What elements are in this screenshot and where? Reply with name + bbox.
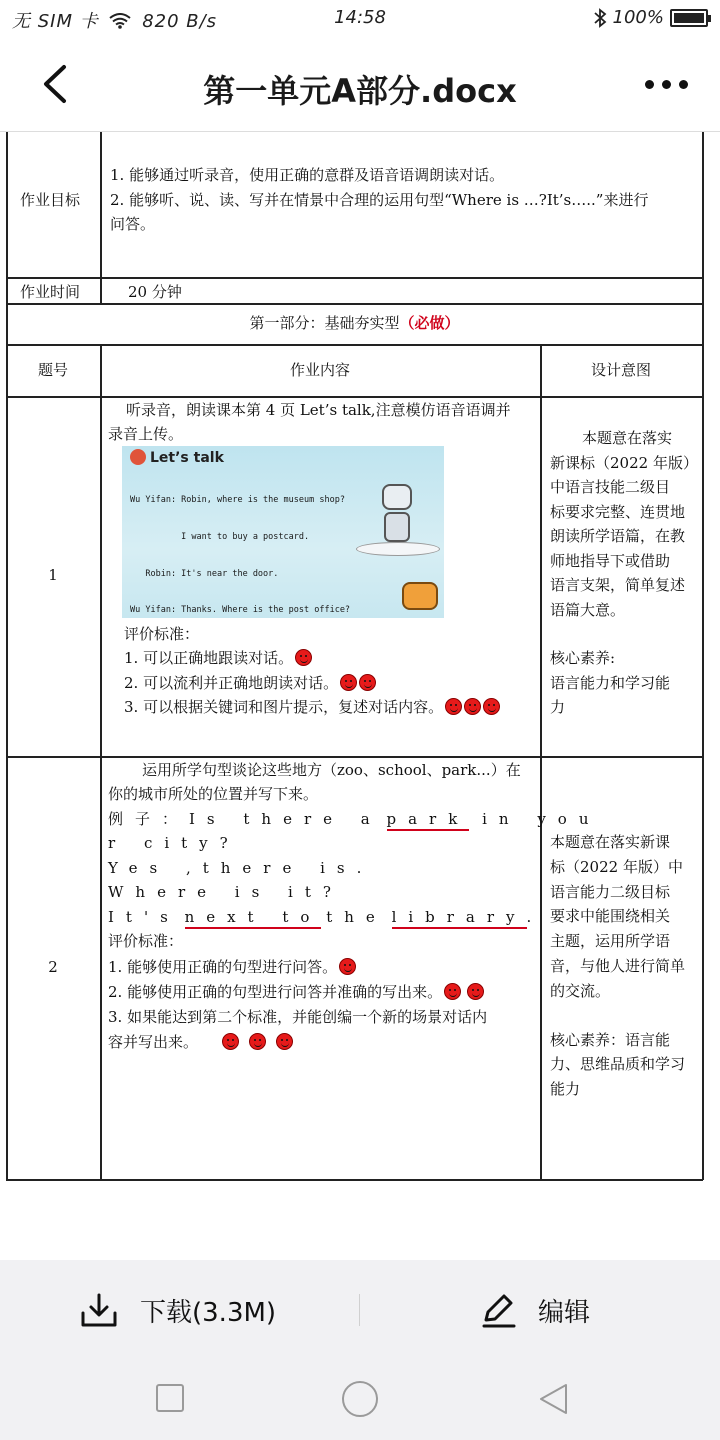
- row1-intent: [550, 426, 698, 720]
- status-time: 14:58: [334, 7, 386, 28]
- intent-line: 标要求完整、连贯地: [550, 502, 686, 521]
- goal-line-1: 1. 能够通过听录音，使用正确的意群及语音语调朗读对话。: [110, 166, 505, 184]
- red-smiley-icon: [249, 1033, 266, 1050]
- goal-line-3: 问答。: [110, 215, 156, 233]
- robot-illustration: [374, 476, 422, 558]
- intent-line: 语言支架，简单复述: [550, 576, 686, 594]
- row1-intro-2: 录音上传。: [108, 425, 184, 443]
- talk-line: Wu Yifan: Thanks. Where is the post office?: [130, 605, 351, 616]
- intent-line: 标（2022 年版）中: [550, 857, 683, 876]
- example-text: in you: [482, 810, 601, 828]
- intent-line: 本题意在落实新课: [550, 833, 671, 851]
- core-line: 能力: [550, 1080, 581, 1099]
- intent-line: 要求中能围绕相关: [550, 907, 671, 926]
- example-text: .: [526, 908, 532, 926]
- talk-badge-icon: [130, 449, 146, 465]
- criterion-text: 容并写出来。: [108, 1033, 199, 1051]
- col-header-content: 作业内容: [289, 361, 350, 379]
- criterion-text: 3. 可以根据关键词和图片提示，复述对话内容。: [124, 698, 444, 716]
- example-keyword: park: [387, 810, 470, 831]
- bluetooth-icon: [593, 8, 607, 28]
- talk-line: Wu Yifan: Robin, where is the museum shop?: [130, 495, 345, 506]
- row2-criterion-2: [108, 980, 484, 1004]
- pencil-icon: [480, 1292, 516, 1328]
- app-header: [0, 36, 720, 132]
- goal-bottom: [6, 277, 703, 279]
- back-triangle-icon[interactable]: [536, 1382, 570, 1416]
- example-keyword: next to: [185, 908, 322, 929]
- bar-divider: [359, 1294, 360, 1326]
- intent-line: 师地指导下或借助: [550, 551, 671, 570]
- row2-criterion-3b: [108, 1030, 293, 1054]
- goal-label: 作业目标: [20, 191, 81, 209]
- row2-intent: [550, 830, 698, 1102]
- example-text: the: [326, 908, 387, 926]
- talk-dialogue: [130, 470, 350, 618]
- criterion-text: 2. 能够使用正确的句型进行问答并准确的写出来。: [108, 983, 443, 1001]
- core-line: 力、思维品质和学习: [550, 1055, 686, 1074]
- red-smiley-icon: [445, 698, 462, 715]
- small-robot-illustration: [402, 576, 438, 614]
- example-text: 例子：Is there a: [108, 810, 382, 828]
- intent-line: 的交流。: [550, 981, 611, 1000]
- talk-title: [130, 449, 224, 466]
- status-right: [593, 7, 708, 28]
- network-speed: 820 B/s: [142, 11, 218, 32]
- more-dots-icon[interactable]: [645, 80, 688, 89]
- row1-criterion-1: [124, 646, 312, 670]
- intent-line: 中语言技能二级目: [550, 478, 671, 496]
- talk-line: Robin: It's near the door.: [130, 568, 279, 579]
- battery-text: 100%: [612, 7, 664, 28]
- row2-criteria-label: 评价标准：: [108, 932, 184, 950]
- intent-line: 主题，运用所学语: [550, 932, 671, 951]
- intent-line: 音，与他人进行简单: [550, 956, 686, 975]
- intent-line: 语篇大意。: [550, 600, 626, 619]
- red-smiley-icon: [464, 698, 481, 715]
- row1-intro-1: 听录音，朗读课本第 4 页 Let’s talk,注意模仿语音语调并: [126, 401, 511, 419]
- carrier-text: 无 SIM 卡: [12, 11, 99, 32]
- intent-line: 语言能力二级目标: [550, 882, 671, 901]
- download-label: 下载(3.3M): [140, 1297, 277, 1328]
- intent-line: 新课标（2022 年版）: [550, 453, 698, 472]
- row2-criterion-1: [108, 955, 356, 979]
- row2-criterion-3a: 3. 如果能达到第二个标准，并能创编一个新的场景对话内: [108, 1008, 488, 1026]
- col-header-num: 题号: [37, 361, 68, 379]
- goal-line-2: 2. 能够听、说、读、写并在情景中合理的运用句型“Where is …?It’s…..”来进行: [110, 191, 649, 209]
- part-required-text: （必做）: [399, 314, 460, 332]
- red-smiley-icon: [444, 983, 461, 1000]
- part-title: [6, 311, 703, 335]
- talk-line: I want to buy a postcard.: [130, 532, 310, 543]
- example-keyword: library: [392, 908, 527, 929]
- row2-intro-2: 你的城市所处的位置并写下来。: [108, 785, 319, 803]
- core-line: 核心素养：语言能: [550, 1030, 671, 1049]
- part-bottom: [6, 344, 703, 346]
- intent-line: 本题意在落实: [582, 429, 673, 447]
- intent-line: 朗读所学语篇，在教: [550, 527, 686, 545]
- col-divider-2: [540, 344, 542, 1180]
- row1-criteria-label: 评价标准：: [124, 625, 200, 643]
- example-line-2: r city?: [108, 834, 240, 852]
- edit-button[interactable]: [480, 1290, 590, 1330]
- page-title: 第一单元A部分.docx: [203, 72, 517, 110]
- lets-talk-image: [122, 446, 444, 618]
- row2-num: 2: [48, 958, 58, 976]
- talk-title-text: Let’s talk: [150, 450, 224, 466]
- status-bar: [0, 0, 720, 36]
- table-border-right: [702, 132, 704, 1180]
- row1-criterion-3: [124, 695, 500, 719]
- criterion-text: 1. 可以正确地跟读对话。: [124, 649, 294, 667]
- row1-num: 1: [48, 566, 58, 584]
- example-line-3: Yes ,there is.: [108, 859, 374, 877]
- core-line: 力: [550, 698, 566, 716]
- red-smiley-icon: [483, 698, 500, 715]
- download-icon: [80, 1292, 118, 1328]
- red-smiley-icon: [340, 674, 357, 691]
- bottom-action-bar: [0, 1260, 720, 1360]
- example-line-1: [108, 807, 601, 831]
- battery-icon: [670, 9, 708, 27]
- example-text: It's: [108, 908, 180, 926]
- download-button[interactable]: [80, 1290, 276, 1330]
- row1-criterion-2: [124, 671, 376, 695]
- col-divider-1: [100, 344, 102, 1180]
- example-line-5: [108, 905, 531, 929]
- time-bottom: [6, 303, 703, 305]
- criterion-text: 1. 能够使用正确的句型进行问答。: [108, 958, 338, 976]
- red-smiley-icon: [467, 983, 484, 1000]
- time-value: 20 分钟: [128, 283, 182, 301]
- red-smiley-icon: [222, 1033, 239, 1050]
- edit-label: 编辑: [538, 1297, 591, 1328]
- red-smiley-icon: [276, 1033, 293, 1050]
- system-nav-bar: [0, 1360, 720, 1440]
- document-view[interactable]: [0, 132, 720, 1260]
- criterion-text: 2. 可以流利并正确地朗读对话。: [124, 674, 339, 692]
- red-smiley-icon: [359, 674, 376, 691]
- recent-apps-icon[interactable]: [156, 1384, 184, 1412]
- red-smiley-icon: [339, 958, 356, 975]
- row2-intro-1: 运用所学句型谈论这些地方（zoo、school、park...）在: [142, 761, 521, 779]
- time-label: 作业时间: [20, 283, 81, 301]
- part-title-text: 第一部分：基础夯实型: [249, 314, 400, 332]
- col-header-intent: 设计意图: [590, 361, 651, 379]
- example-line-4: Where is it?: [108, 883, 343, 901]
- home-icon[interactable]: [342, 1381, 378, 1417]
- red-smiley-icon: [295, 649, 312, 666]
- core-label: 核心素养:: [550, 649, 616, 667]
- row2-bottom: [6, 1179, 703, 1181]
- table-border-left: [6, 132, 8, 1180]
- core-line: 语言能力和学习能: [550, 673, 671, 692]
